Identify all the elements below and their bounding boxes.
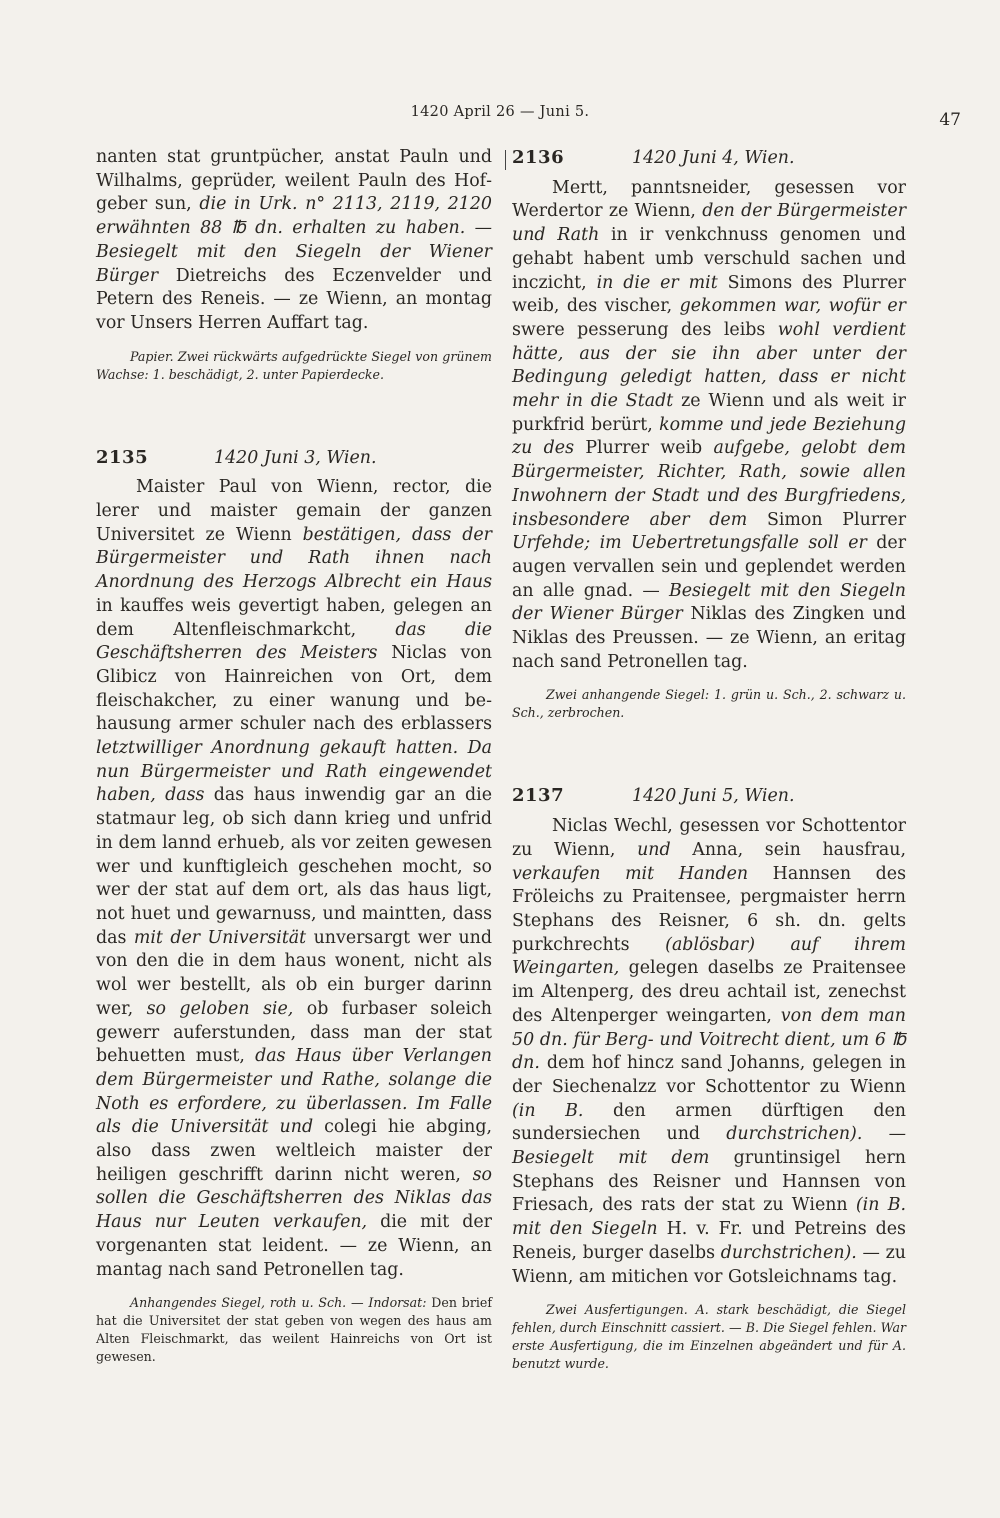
entry-note: Zwei anhangende Siegel: 1. grün u. Sch., 2. schwarz u. Sch., zerbrochen. <box>512 687 906 721</box>
entry-2136 <box>512 146 906 722</box>
entry-number: 2136 <box>512 147 565 168</box>
entry-note: Zwei Ausfertigungen. A. stark beschädigt, die Siegel fehlen, durch Einschnitt cassiert. — B. Die Siegel fehlen. War erste Ausfertigung, die im Einzelnen abgeändert und für A. benutzt wurde. <box>512 1302 906 1372</box>
entry-heading <box>512 146 906 171</box>
entry-number: 2135 <box>96 446 149 468</box>
page-header <box>0 100 1000 130</box>
entry-heading <box>96 446 492 471</box>
left-column <box>96 146 492 1366</box>
running-title: 1420 April 26 — Juni 5. <box>410 104 590 120</box>
entry-heading <box>512 784 906 809</box>
column-divider <box>505 150 506 170</box>
entry-date: 1420 Juni 4, Wien. <box>632 148 795 168</box>
entry-2135 <box>96 446 492 1367</box>
entry-number: 2137 <box>512 785 565 807</box>
entry-date: 1420 Juni 3, Wien. <box>214 447 377 468</box>
page-number: 47 <box>939 110 961 130</box>
entry-note: Anhangendes Siegel, roth u. Sch. — Indorsat: Den brief hat die Universitet der stat geben von wegen des haus am Alten Fleischmarkt, das weilent Hainreichs von Ort ist gewesen. <box>96 1295 492 1365</box>
continuation-text: nanten stat gruntpücher, anstat Pauln und Wilhalms, geprüder, weilent Pauln des Hofgeber sun, die in Urk. n° 2113, 2119, 2120 erwähnten 88 ℔ dn. erhalten zu haben. — Besiegelt mit den Siegeln der Wiener Bürger Dietreichs des Eczenvelder und Petern des Reneis. — ze Wienn, an montag vor Unsers Herren Auffart tag. <box>96 147 492 333</box>
entry-text: Maister Paul von Wienn, rector, die lerer und maister gemain der ganzen Universitet ze Wienn bestätigen, dass der Bürgermeister und Rath ihnen nach Anordnung des Herzogs Albrecht ein Haus in kauffes weis gevertigt haben, gelegen an dem Altenfleischmarkcht, das die Geschäftsherren des Meisters Niclas von Glibicz von Hainreichen von Ort, dem fleischakcher, zu einer wanung und behausung armer schuler nach des erblassers letztwilliger Anordnung gekauft hatten. Da nun Bürgermeister und Rath eingewendet haben, dass das haus inwendig gar an die statmaur leg, ob sich dann krieg und unfrid in dem lannd erhueb, als vor zeiten gewesen wer und kunftigleich geschehen mocht, so wer der stat auf dem ort, als das haus ligt, not huet und gewarnuss, und maintten, dass das mit der Universität unversargt wer und von den die in dem haus wonent, nicht als wol wer bestellt, als ob ein burger darinn wer, so geloben sie, ob furbaser soleich gewerr auferstunden, dass man der stat behuetten must, das Haus über Verlangen dem Bürgermeister und Rathe, solange die Noth es erfordere, zu überlassen. Im Falle als die Universität und colegi hie abging, also dass zwen weltleich maister der heiligen geschrifft darinn nicht weren, so sollen die Geschäftsherren des Niklas das Haus nur Leuten verkaufen, die mit der vorgenanten stat leident. — ze Wienn, an mantag nach sand Petronellen tag. <box>96 477 493 1280</box>
entry-text: Mertt, panntsneider, gesessen vor Werdertor ze Wienn, den der Bürgermeister und Rath in ir venkchnuss genomen und gehabt habent umb verschuld sachen und inczicht, in die er mit Simons des Plurrer weib, des vischer, gekommen war, wofür er swere pesserung des leibs wohl verdient hätte, aus der sie ihn aber unter der Bedingung geledigt hatten, dass er nicht mehr in die Stadt ze Wienn und als weit ir purkfrid berürt, komme und jede Beziehung zu des Plurrer weib aufgebe, gelobt dem Bürgermeister, Richter, Rath, sowie allen Inwohnern der Stadt und des Burgfriedens, insbesondere aber dem Simon Plurrer Urfehde; im Uebertretungsfalle soll er der augen vervallen sein und geplendet werden an alle gnad. — Besiegelt mit den Siegeln der Wiener Bürger Niklas des Zingken und Niklas des Preussen. — ze Wienn, an eritag nach sand Petronellen tag. <box>512 177 907 672</box>
entry-2137 <box>512 784 906 1373</box>
right-column <box>512 146 906 1373</box>
entry-text: Niclas Wechl, gesessen vor Schottentor zu Wienn, und Anna, sein hausfrau, verkaufen mit Handen Hannsen des Fröleichs zu Praitensee, pergmaister herrn Stephans des Reisner, 6 sh. dn. gelts purkchrechts (ablösbar) auf ihrem Weingarten, gelegen daselbs ze Praitensee im Altenperg, des dreu achtail ist, zenechst des Altenperger weingarten, von dem man 50 dn. für Berg- und Voitrecht dient, um 6 ℔ dn. dem hof hincz sand Johanns, gelegen in der Siechenalzz vor Schottentor zu Wienn (in B. den armen dürftigen den sundersiechen und durchstrichen). — Besiegelt mit dem gruntinsigel hern Stephans des Reisner und Hannsen von Friesach, des rats der stat zu Wienn (in B. mit den Siegeln H. v. Fr. und Petreins des Reneis, burger daselbs durchstrichen). — zu Wienn, am mitichen vor Gotsleichnams tag. <box>512 816 906 1287</box>
entry-date: 1420 Juni 5, Wien. <box>632 786 795 807</box>
continuation-note: Papier. Zwei rückwärts aufgedrückte Siegel von grünem Wachse: 1. beschädigt, 2. unter Papierdecke. <box>96 348 492 382</box>
